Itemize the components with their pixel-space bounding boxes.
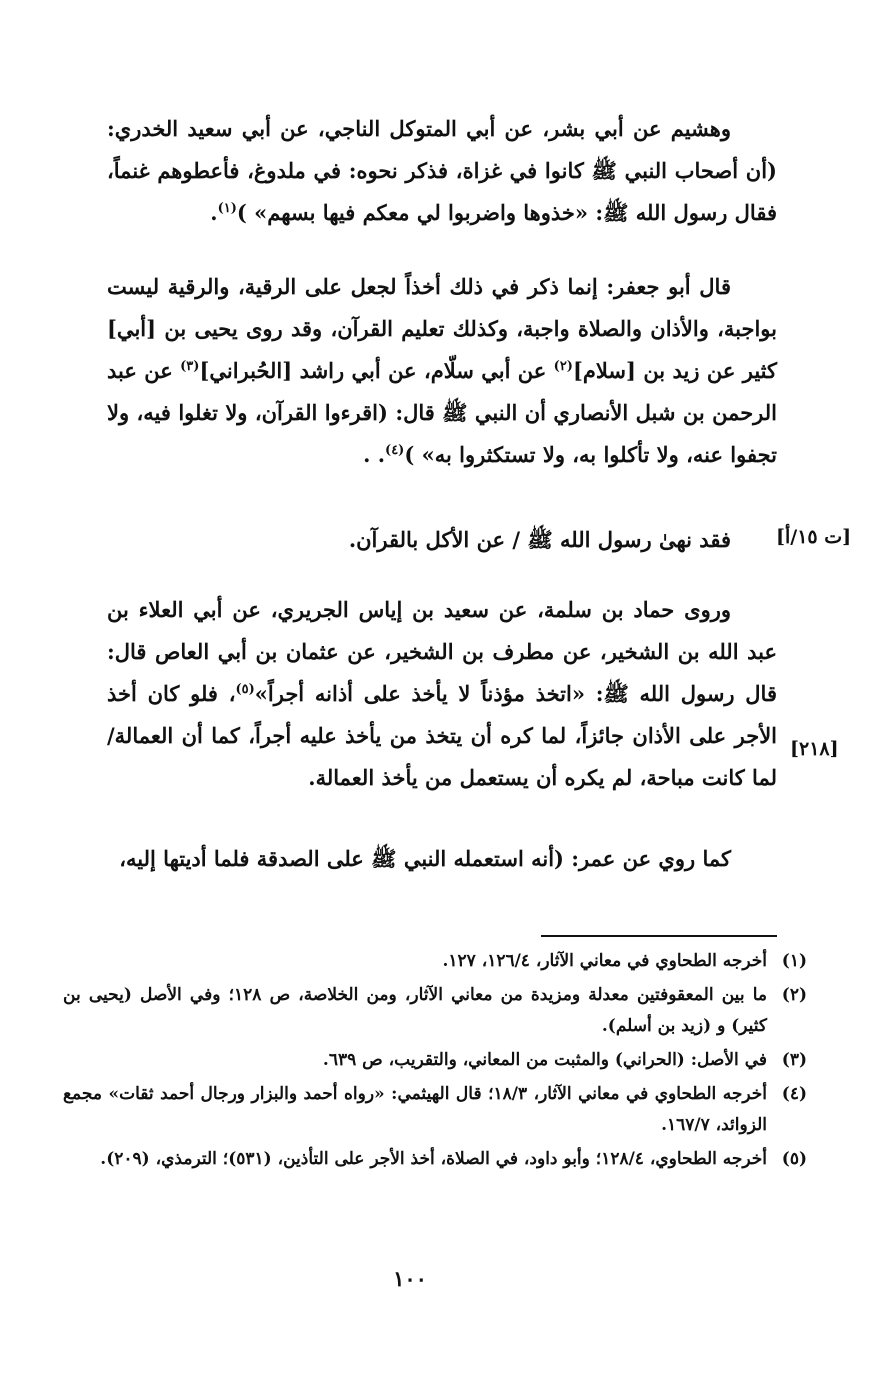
paragraph-2-text-a: قال أبو جعفر: إنما ذكر في ذلك أخذاً لجعل على الرقية، والرقية ليست بواجبة، والأذان والصلاة واجبة، وكذلك تعليم القرآن، وقد روى يحيى بن [أبي] كثير عن زيد بن [سلام] <box>107 274 778 383</box>
footnote-ref-1[interactable]: (١) <box>217 201 237 216</box>
paragraph-2-text-d: . . <box>363 442 386 467</box>
footnote-ref-3[interactable]: (٣) <box>180 359 200 374</box>
paragraph-3-text: فقد نهىٰ رسول الله ﷺ / عن الأكل بالقرآن. <box>348 527 731 552</box>
footnote-number: (٥) <box>781 1149 807 1169</box>
footnote-number: (٣) <box>781 1050 807 1070</box>
paragraph-1-text-a: وهشيم عن أبي بشر، عن أبي المتوكل الناجي، عن أبي سعيد الخدري: (أن أصحاب النبي ﷺ كانوا في غزاة، فذكر نحوه: في ملدوغ، فأعطوهم غنماً، فقال رسول الله ﷺ: «خذوها واضربوا لي معكم فيها بسهم» ) <box>107 116 777 225</box>
footnote-text: في الأصل: (الحراني) والمثبت من المعاني، والتقريب، ص ٦٣٩. <box>322 1050 767 1070</box>
paragraph-4-text-a: وروى حماد بن سلمة، عن سعيد بن إياس الجريري، عن أبي العلاء بن عبد الله بن الشخير، عن مطرف بن الشخير، عن عثمان بن أبي العاص قال: قال رسول الله ﷺ: «اتخذ مؤذناً لا يأخذ على أذانه أجراً» <box>107 597 777 706</box>
margin-note-page-ref: [٢١٨] <box>790 738 839 760</box>
footnote-5 <box>63 1144 807 1175</box>
paragraph-4 <box>107 589 777 799</box>
paragraph-2-text-c: عن عبد الرحمن بن شبل الأنصاري أن النبي ﷺ قال: (اقرءوا القرآن، ولا تغلوا فيه، ولا تجفوا عنه، ولا تأكلوا به، ولا تستكثروا به» ) <box>107 358 777 467</box>
footnote-number: (٤) <box>781 1084 807 1104</box>
paragraph-3 <box>107 519 777 561</box>
paragraph-1-text-b: . <box>210 200 218 225</box>
footnote-text: أخرجه الطحاوي، ١٢٨/٤؛ وأبو داود، في الصلاة، أخذ الأجر على التأذين، (٥٣١)؛ الترمذي، (٢٠٩). <box>100 1149 767 1169</box>
margin-note-manuscript-folio: [ت ١٥/أ] <box>776 526 852 548</box>
footnote-separator <box>541 935 777 937</box>
footnote-3 <box>63 1045 807 1076</box>
paragraph-4-text-b: ، فلو كان أخذ الأجر على الأذان جائزاً، لما كره أن يتخذ من يأخذ عليه أجراً، كما أن العمالة/لما كانت مباحة، لم يكره أن يستعمل من يأخذ العمالة. <box>107 681 777 790</box>
paragraph-2-text-b: عن أبي سلّام، عن أبي راشد [الحُبراني] <box>199 358 554 383</box>
paragraph-5 <box>107 838 777 880</box>
footnote-2 <box>63 980 807 1042</box>
page-number: ١٠٠ <box>393 1266 427 1291</box>
footnote-text: ما بين المعقوفتين معدلة ومزيدة من معاني الآثار، ومن الخلاصة، ص ١٢٨؛ وفي الأصل (يحيى بن كثير) و (زيد بن أسلم). <box>63 985 767 1036</box>
footnote-number: (١) <box>781 951 807 971</box>
footnote-1 <box>63 946 807 977</box>
footnote-4 <box>63 1079 807 1141</box>
footnote-ref-2[interactable]: (٢) <box>553 359 573 374</box>
footnote-ref-5[interactable]: (٥) <box>235 682 255 697</box>
paragraph-5-text: كما روي عن عمر: (أنه استعمله النبي ﷺ على الصدقة فلما أديتها إليه، <box>119 846 731 871</box>
footnote-ref-4[interactable]: (٤) <box>385 443 405 458</box>
footnotes-section <box>63 946 807 1178</box>
paragraph-2 <box>107 266 777 476</box>
footnote-number: (٢) <box>781 985 807 1005</box>
footnote-text: أخرجه الطحاوي في معاني الآثار، ١٨/٣؛ قال الهيثمي: «رواه أحمد والبزار ورجال أحمد ثقات» مجمع الزوائد، ١٦٧/٧. <box>63 1084 767 1135</box>
footnote-text: أخرجه الطحاوي في معاني الآثار، ١٢٦/٤، ١٢٧. <box>442 951 767 971</box>
paragraph-1 <box>107 108 777 234</box>
